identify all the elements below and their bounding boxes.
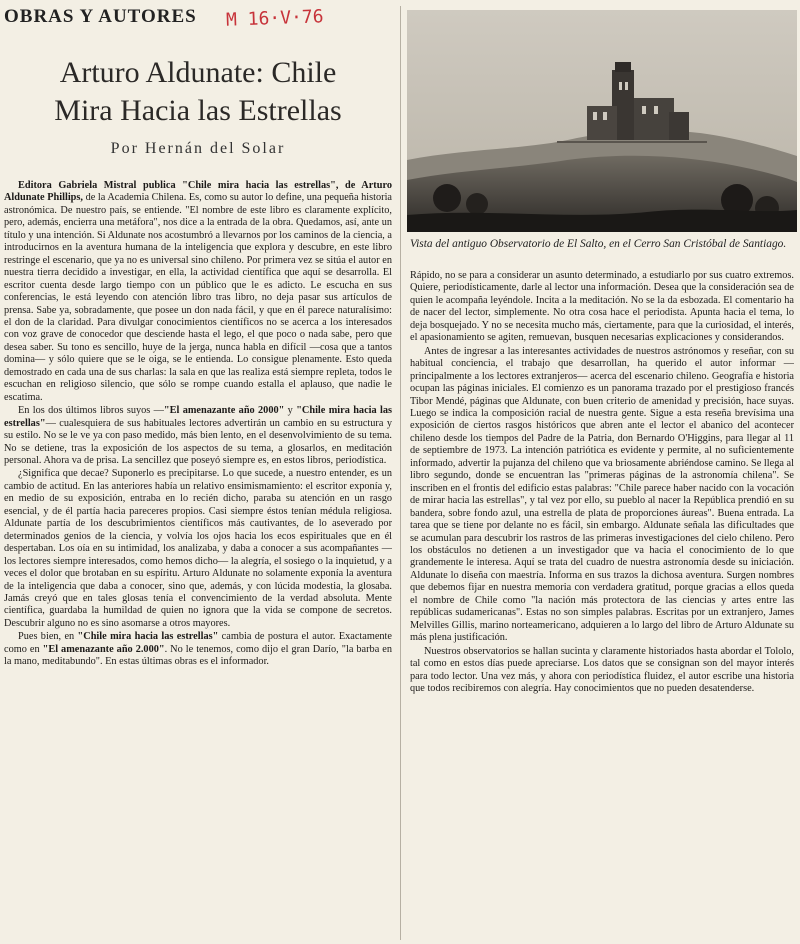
column-divider xyxy=(400,6,401,940)
book-title-3: "Chile mira hacia las estrellas" xyxy=(77,631,219,643)
observatory-illustration xyxy=(407,10,797,232)
photo-caption: Vista del antiguo Observatorio de El Salto, en el Cerro San Cristóbal de Santiago. xyxy=(410,238,787,250)
article-title xyxy=(0,54,396,130)
left-column xyxy=(4,180,392,942)
section-heading: OBRAS Y AUTORES xyxy=(4,6,197,27)
title-line-2: Mira Hacia las Estrellas xyxy=(54,94,342,127)
right-column xyxy=(410,270,794,942)
handwritten-date: M 16·V·76 xyxy=(225,6,324,31)
article-byline: Por Hernán del Solar xyxy=(110,140,286,157)
right-paragraph-3: Nuestros observatorios se hallan sucinta y claramente historiados hasta abordar el Tololo, tal como en estos días puede apreciarse. Los datos que se consignan son del mayor interés para todo lector. Una vez más, y ahora con periodística fluidez, el autor escribe una historia que todos recibiremos con alegría. Hay conocimientos que no pueden desatenderse. xyxy=(410,645,794,694)
observatory-photo xyxy=(407,10,797,232)
left-paragraph-1: Editora Gabriela Mistral publica "Chile mira hacia las estrellas", de Arturo Aldunate Phillips, de la Academia Chilena. Es, como su autor lo define, una pequeña historia astronómica. De nuestro país, se entiende. "El nombre de este libro es claramente explícito, pero, además, encierra una metáfora", nos dice a la entrada de la obra. Quedamos, así, ante un título y una intención. Si Aldunate nos acostumbró a llevarnos por los caminos de la ciencia, a introducirnos en la aventura humana de la inteligencia que explora y descubre, en este libro restringe el escenario, que ya no es universal sino chileno. Por primera vez se sitúa el autor en nuestra tierra decidido a investigar, en ella, la actividad científica que aquí se desarrolla. El escritor cuenta desde largo tiempo con un público que le es adicto. Le escucha en sus conferencias, le está leyendo con atención libro tras libro, no deja pasar sus artículos de prensa. Sabe ya, sobradamente, que posee un don nada fácil, y que en él parece naturalísimo: el don de la claridad. Para divulgar conocimientos científicos no se acerca a los interesados con voz grave de conocedor que desciende hasta el lego, el que poco o nada sabe, pero que desea saber. Su tono es sencillo, huye de la jerga, nunca habla en difícil —cosa que a tantos domina— y sólo quiere que se le oiga, se le entienda. Lo consigue plenamente. Esto queda demostrado en cada una de sus charlas: la sala en que las realiza está siempre repleta, todos le escuchan en religioso silencio, que sólo se rompe cuando estalla el aplauso, que nadie le escatima. xyxy=(4,180,392,403)
lead-sentence: Editora Gabriela Mistral publica "Chile mira hacia las estrellas", de Arturo Aldunate Phillips, xyxy=(4,180,392,204)
book-title-2: "Chile mira hacia las estrellas" xyxy=(4,405,392,429)
right-paragraph-2: Antes de ingresar a las interesantes actividades de nuestros astrónomos y reseñar, con su habitual conciencia, el trabajo que desarrollan, ha querido el autor informar —principalmente a los lectores extranjeros— acerca del escenario chileno. Geografía e historia ocupan las páginas iniciales. El comienzo es un panorama trazado por el prestigioso francés Tibor Mendé, páginas que Aldunate, con buen criterio de amenidad y precisión, hace suyas. Luego se indica la composición racial de nuestra gente. Sigue a esta reseña brevísima una exposición de ciertos rasgos históricos que abren ante el lector el abanico del acontecer chileno desde los tiempos del Padre de la Patria, don Bernardo O'Higgins, para llegar al 11 de septiembre de 1973. La intención patriótica es evidente y permite, al no suficientemente informado, advertir la pujanza del chileno que va briosamente abriéndose camino. Se llega al libro segundo, donde se encuentran las "primeras páginas de la astronomía chilena". Se inscriben en el frontis del edificio estas palabras: "Chile parece haber nacido con la vocación de mirar hacia las estrellas", y tal vez por ello, su pueblo al nacer la República prendió en su bandera, sobre fondo azul, una estrella de plata de proporciones áureas". Buena entrada. La tarea que se tiene por delante no es fácil, sin embargo. Aldunate señala las dificultades que se acumulan para descubrir los rastros de las primeras investigaciones del cielo chileno. Pero los obstáculos no detienen a un investigador que va hacia el conocimiento de lo que grandemente le interesa. Aquí se trata del cuadro de nuestra astronomía desde su iniciación. Aldunate lo diseña con maestría. Informa en sus trazos la dichosa aventura. Surgen nombres que debemos fijar en nuestra memoria con verdadera gratitud, porque gracias a ellos queda el nombre de Chile como "la nación más protectora de las ciencias y artes entre las repúblicas sudamericanas". Estas no son simples palabras. Escritas por un extranjero, James Melvilles Gillis, marino norteamericano, adquieren a lo largo del libro de Arturo Aldunate su más plena justificación. xyxy=(410,345,794,644)
left-paragraph-3: ¿Significa que decae? Suponerlo es precipitarse. Lo que sucede, a nuestro entender, es un cambio de actitud. En las anteriores había un relativo ensimismamiento: el escritor exponía y, en medio de su exposición, entraba en lo recién dicho, paraba su atención en un rasgo esencial, y de él partía hacia pareceres propios. Casi siempre éstos tenían médula religiosa. Aldunate partía de los descubrimientos científicos más cautivantes, de lo aseverado por determinados genios de la ciencia, y volvía los ojos hacia los ecos espirituales que en él despertaban. Los oía en su intimidad, los analizaba, y daba a conocer a sus acompañantes —los lectores siempre interesados, como hemos dicho— la alegría, el sosiego o la inquietud, y a veces el dolor que brotaban en su espíritu. Arturo Aldunate no solamente exponía la aventura de la inteligencia que daba a conocer, sino que, además, y con lúcida modestia, la glosaba. Jamás creyó que en tales glosas tenía el convencimiento de la verdad absoluta. Mente científica, guardaba la humildad de quien no ignora que la vida se compone de secretos. Descubrir alguno no es sino asomarse a otros mayores. xyxy=(4,468,392,629)
title-line-1: Arturo Aldunate: Chile xyxy=(59,56,337,89)
right-paragraph-1: Rápido, no se para a considerar un asunto determinado, a estudiarlo por sus cuatro extremos. Quiere, periodísticamente, darle al lector una información. Desea que la consideración sea de quien le acompaña leyéndole. Incita a la meditación. No se la da esbozada. El comentario ha de nacer del lector, simplemente. No otra cosa hace el periodista. Apunta hacia el tema, lo deja bosquejado. Y no se necesita mucho más, ciertamente, para que la curiosidad, el interés, el apasionamiento se agiten, remuevan, busquen necesarias explicaciones y considerandos. xyxy=(410,270,794,344)
book-title-4: "El amenazante año 2.000" xyxy=(42,643,165,655)
left-paragraph-2: En los dos últimos libros suyos —"El amenazante año 2000" y "Chile mira hacia las estrellas"— cualesquiera de sus habituales lectores advertirán un cambio en su estructura y su estilo. No se le ve ya con paso medido, más bien lento, en el desenvolvimiento de su tema. No se detiene, tras la exposición de los aspectos de su tema, a glosarlos, en meditación personal. Ahora va de prisa. La sencillez que poseyó siempre es, en estos libros, periodística. xyxy=(4,405,392,466)
book-title-1: "El amenazante año 2000" xyxy=(163,405,285,417)
left-paragraph-4: Pues bien, en "Chile mira hacia las estrellas" cambia de postura el autor. Exactamente como en "El amenazante año 2.000". No le tenemos, como dijo el gran Darío, "la barba en la mano, meditabundo". En estas últimas obras es el informador. xyxy=(4,631,392,668)
